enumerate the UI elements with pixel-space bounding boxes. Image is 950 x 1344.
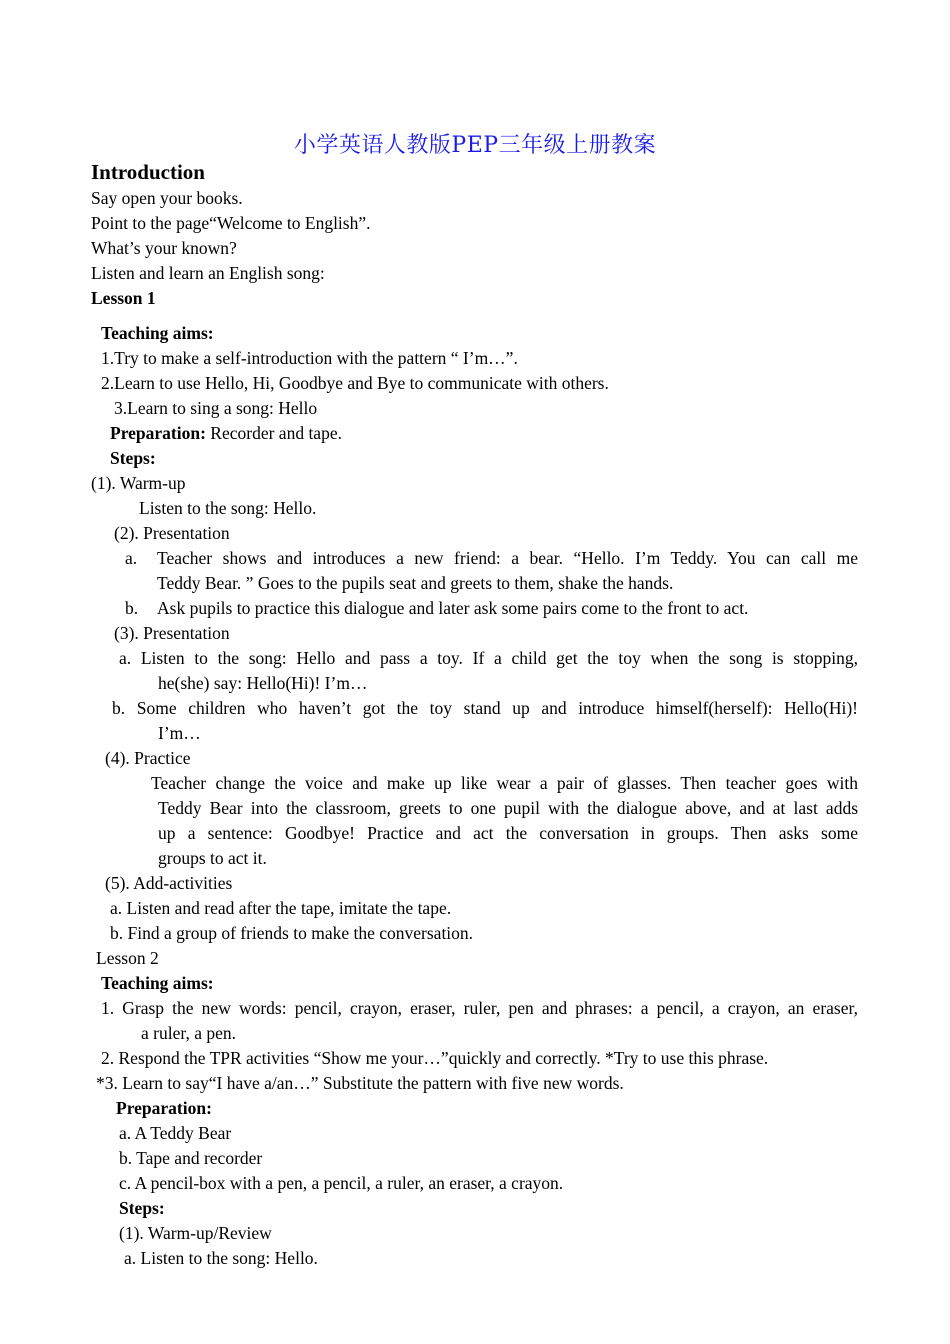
lesson2-aims-label: Teaching aims:	[101, 973, 214, 993]
preparation-item: b. Tape and recorder	[119, 1148, 263, 1168]
lesson2-aim: 1. Grasp the new words: pencil, crayon, eraser, ruler, pen and phrases: a pencil, a crayon, an eraser,	[101, 998, 858, 1018]
presentation-3b-line: I’m…	[158, 723, 201, 743]
intro-heading: Introduction	[91, 160, 205, 184]
lesson2-aim: 2. Respond the TPR activities “Show me your…”quickly and correctly. *Try to use this phrase.	[101, 1048, 769, 1068]
lesson1-presentation-3: (3). Presentation	[114, 623, 230, 643]
lesson2-heading: Lesson 2	[96, 948, 159, 968]
presentation-2a-line: Teacher shows and introduces a new friend: a bear. “Hello. I’m Teddy. You can call me	[157, 548, 858, 568]
practice-line: up a sentence: Goodbye! Practice and act the conversation in groups. Then asks some	[158, 823, 858, 843]
practice-line: groups to act it.	[158, 848, 267, 868]
lesson2-steps-label: Steps:	[119, 1198, 165, 1218]
lesson1-presentation-2: (2). Presentation	[114, 523, 230, 543]
practice-line: Teacher change the voice and make up like wear a pair of glasses. Then teacher goes with	[151, 773, 858, 793]
presentation-3b-line: b. Some children who haven’t got the toy stand up and introduce himself(herself): Hello(Hi)!	[112, 698, 858, 718]
preparation-item: a. A Teddy Bear	[119, 1123, 232, 1143]
add-activity-item: a. Listen and read after the tape, imitate the tape.	[110, 898, 452, 918]
lesson1-steps-label: Steps:	[110, 448, 156, 468]
practice-line: Teddy Bear into the classroom, greets to one pupil with the dialogue above, and at last adds	[158, 798, 858, 818]
preparation-label: Preparation:	[110, 423, 206, 443]
lesson1-heading: Lesson 1	[91, 288, 156, 308]
list-marker: b.	[125, 598, 139, 618]
lesson2-warmup: (1). Warm-up/Review	[119, 1223, 272, 1243]
presentation-3a-line: a. Listen to the song: Hello and pass a toy. If a child get the toy when the song is stopping,	[119, 648, 858, 668]
lesson1-aim: 1.Try to make a self-introduction with the pattern “ I’m…”.	[101, 348, 518, 368]
lesson1-practice: (4). Practice	[105, 748, 191, 768]
intro-line: Listen and learn an English song:	[91, 263, 325, 283]
presentation-2a-line: Teddy Bear. ” Goes to the pupils seat and greets to them, shake the hands.	[157, 573, 674, 593]
lesson2-aim: *3. Learn to say“I have a/an…” Substitute the pattern with five new words.	[96, 1073, 624, 1093]
intro-line: Say open your books.	[91, 188, 243, 208]
presentation-2b-line: Ask pupils to practice this dialogue and later ask some pairs come to the front to act.	[157, 598, 749, 618]
intro-line: What’s your known?	[91, 238, 237, 258]
lesson1-aim: 3.Learn to sing a song: Hello	[114, 398, 318, 418]
lesson1-warmup-text: Listen to the song: Hello.	[139, 498, 317, 518]
intro-line: Point to the page“Welcome to English”.	[91, 213, 371, 233]
lesson2-warmup-item: a. Listen to the song: Hello.	[124, 1248, 318, 1268]
lesson2-aim: a ruler, a pen.	[141, 1023, 237, 1043]
lesson1-warmup: (1). Warm-up	[91, 473, 186, 493]
lesson1-aim: 2.Learn to use Hello, Hi, Goodbye and Bye to communicate with others.	[101, 373, 609, 393]
lesson1-aims-label: Teaching aims:	[101, 323, 214, 343]
preparation-item: c. A pencil-box with a pen, a pencil, a ruler, an eraser, a crayon.	[119, 1173, 564, 1193]
add-activity-item: b. Find a group of friends to make the conversation.	[110, 923, 474, 943]
preparation-text: Recorder and tape.	[205, 423, 342, 443]
presentation-3a-line: he(she) say: Hello(Hi)! I’m…	[158, 673, 368, 693]
lesson2-preparation-label: Preparation:	[116, 1098, 212, 1118]
document-title: 小学英语人教版PEP三年级上册教案	[293, 133, 657, 158]
lesson1-add-activities: (5). Add-activities	[105, 873, 233, 893]
list-marker: a.	[125, 548, 138, 568]
lesson1-preparation	[110, 421, 342, 446]
